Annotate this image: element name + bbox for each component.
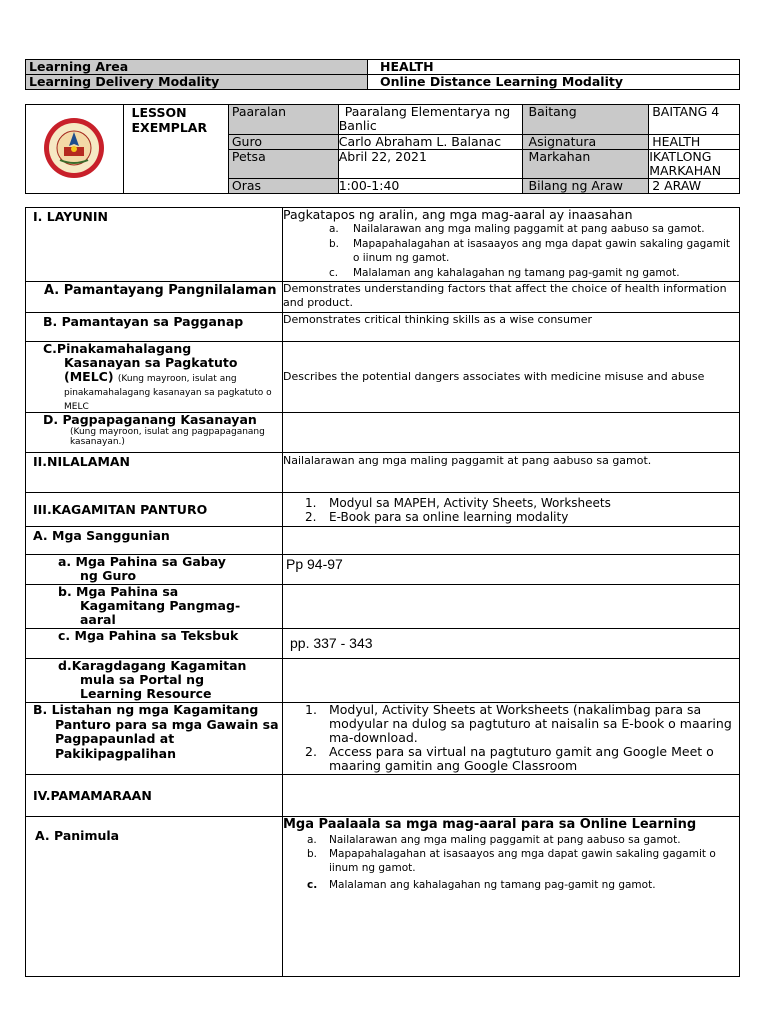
layunin-label: I. LAYUNIN xyxy=(26,208,283,282)
karagdagang-label xyxy=(26,659,283,703)
list-item: 1. Modyul, Activity Sheets at Worksheets (nakalimbag para sa modyular na dulog sa pagtuturo at naisalin sa E-book o maaring ma-download. xyxy=(305,702,732,745)
listahan-cell xyxy=(283,703,740,775)
deped-seal-logo xyxy=(38,116,110,180)
list-item: c. Malalaman ang kahalagahan ng tamang pag-gamit ng gamot. xyxy=(307,879,656,891)
melc-label xyxy=(26,342,283,413)
asignatura-label: Asignatura xyxy=(522,135,649,150)
gabay-label-line-2: ng Guro xyxy=(80,568,137,583)
layunin-intro: Pagkatapos ng aralin, ang mga mag-aaral ay inaasahan xyxy=(283,207,633,222)
karagdagang-label-line-2: mula sa Portal ng xyxy=(80,672,205,687)
list-item: c. Malalaman ang kahalagahan ng tamang pag-gamit ng gamot. xyxy=(329,266,680,279)
pagpapaganang-label xyxy=(26,413,283,453)
pagpapaganang-note: (Kung mayroon, isulat ang pagpapaganang kasanayan.) xyxy=(70,427,265,447)
paaralan-value: Paaralang Elementarya ng Banlic xyxy=(338,105,522,135)
pagganap-value: Demonstrates critical thinking skills as a wise consumer xyxy=(283,313,740,342)
pamantayang-label: A. Pamantayang Pangnilalaman xyxy=(26,282,283,313)
list-item: b. Mapapahalagahan at isasaayos ang mga dapat gawin sakaling gagamit o iinum ng gamot. xyxy=(307,848,716,874)
pagpapaganang-label-text: D. Pagpapaganang Kasanayan xyxy=(43,412,257,427)
bilang-label: Bilang ng Araw xyxy=(522,179,649,194)
paaralan-label: Paaralan xyxy=(228,105,338,135)
baitang-value: BAITANG 4 xyxy=(649,105,740,135)
pangmag-label-line-1: b. Mga Pahina sa xyxy=(58,584,179,599)
melc-label-line-2: Kasanayan sa Pagkatuto xyxy=(64,355,238,370)
pagpapaganang-value xyxy=(283,413,740,453)
listahan-label: B. Listahan ng mga Kagamitang Panturo para sa mga Gawain sa Pagpapaunlad at Pakikipagpalihan xyxy=(26,703,283,775)
deped-seal-cell xyxy=(26,105,124,194)
karagdagang-label-line-3: Learning Resource xyxy=(80,686,212,701)
list-item: 2. Access para sa virtual na pagtuturo gamit ang Google Meet o maaring gamitin ang Google Classroom xyxy=(305,744,714,773)
layunin-cell xyxy=(283,208,740,282)
list-item: b. Mapapahalagahan at isasaayos ang mga dapat gawin sakaling gagamit o iinum ng gamot. xyxy=(329,237,731,264)
learning-area-label: Learning Area xyxy=(26,60,368,75)
pangmag-label-line-3: aaral xyxy=(80,612,116,627)
header-table xyxy=(25,59,740,90)
lesson-plan-table xyxy=(25,207,740,977)
lesson-info-table xyxy=(25,104,740,194)
pangmag-value xyxy=(283,585,740,629)
teksbuk-label: c. Mga Pahina sa Teksbuk xyxy=(26,629,283,659)
panimula-cell xyxy=(283,817,740,977)
pamantayang-value: Demonstrates understanding factors that affect the choice of health information and product. xyxy=(283,282,740,313)
panimula-list xyxy=(283,833,739,892)
title-line-2: EXEMPLAR xyxy=(131,120,208,135)
karagdagang-label-line-1: d.Karagdagang Kagamitan xyxy=(58,658,247,673)
pangmag-label xyxy=(26,585,283,629)
panimula-label: A. Panimula xyxy=(26,817,283,977)
layunin-list xyxy=(283,222,739,280)
modality-value: Online Distance Learning Modality xyxy=(368,75,740,90)
bilang-value: 2 ARAW xyxy=(649,179,740,194)
markahan-label: Markahan xyxy=(522,150,649,179)
list-item: 1. Modyul sa MAPEH, Activity Sheets, Worksheets xyxy=(305,495,611,510)
list-item: 2. E-Book para sa online learning modality xyxy=(305,509,569,524)
list-item: a. Nailalarawan ang mga maling paggamit at pang aabuso sa gamot. xyxy=(307,834,681,846)
modality-label: Learning Delivery Modality xyxy=(26,75,368,90)
teksbuk-value: pp. 337 - 343 xyxy=(283,629,740,659)
sanggunian-value xyxy=(283,527,740,555)
kagamitan-list xyxy=(283,496,739,524)
guro-label: Guro xyxy=(228,135,338,150)
melc-value: Describes the potential dangers associates with medicine misuse and abuse xyxy=(283,342,740,413)
baitang-label: Baitang xyxy=(522,105,649,135)
listahan-list xyxy=(283,703,739,773)
pamamaraan-label: IV.PAMAMARAAN xyxy=(26,775,283,817)
pagganap-label: B. Pamantayan sa Pagganap xyxy=(26,313,283,342)
list-item: a. Nailalarawan ang mga maling paggamit at pang aabuso sa gamot. xyxy=(329,223,705,235)
kagamitan-label: III.KAGAMITAN PANTURO xyxy=(26,493,283,527)
melc-note: (Kung mayroon, isulat ang pinakamahalagang kasanayan sa pagkatuto o MELC xyxy=(64,374,272,412)
gabay-value: Pp 94-97 xyxy=(283,555,740,585)
gabay-label xyxy=(26,555,283,585)
petsa-label: Petsa xyxy=(228,150,338,179)
nilalaman-label: II.NILALAMAN xyxy=(26,453,283,493)
pamamaraan-value xyxy=(283,775,740,817)
oras-label: Oras xyxy=(228,179,338,194)
kagamitan-cell xyxy=(283,493,740,527)
karagdagang-value xyxy=(283,659,740,703)
sanggunian-label: A. Mga Sanggunian xyxy=(26,527,283,555)
learning-area-value: HEALTH xyxy=(368,60,740,75)
lesson-exemplar-title xyxy=(123,105,228,194)
gabay-label-line-1: a. Mga Pahina sa Gabay xyxy=(58,554,226,569)
asignatura-value: HEALTH xyxy=(649,135,740,150)
title-line-1: LESSON xyxy=(131,105,187,120)
guro-value: Carlo Abraham L. Balanac xyxy=(338,135,522,150)
melc-label-line-3: (MELC) (Kung mayroon, isulat ang pinakamahalagang kasanayan sa pagkatuto o MELC xyxy=(64,369,272,412)
petsa-value: Abril 22, 2021 xyxy=(338,150,522,179)
oras-value: 1:00-1:40 xyxy=(338,179,522,194)
panimula-title: Mga Paalaala sa mga mag-aaral para sa Online Learning xyxy=(283,817,697,832)
pangmag-label-line-2: Kagamitang Pangmag- xyxy=(80,598,241,613)
markahan-value: IKATLONG MARKAHAN xyxy=(649,150,740,179)
melc-label-line-1: C.Pinakamahalagang xyxy=(43,341,192,356)
nilalaman-value: Nailalarawan ang mga maling paggamit at pang aabuso sa gamot. xyxy=(283,453,740,493)
